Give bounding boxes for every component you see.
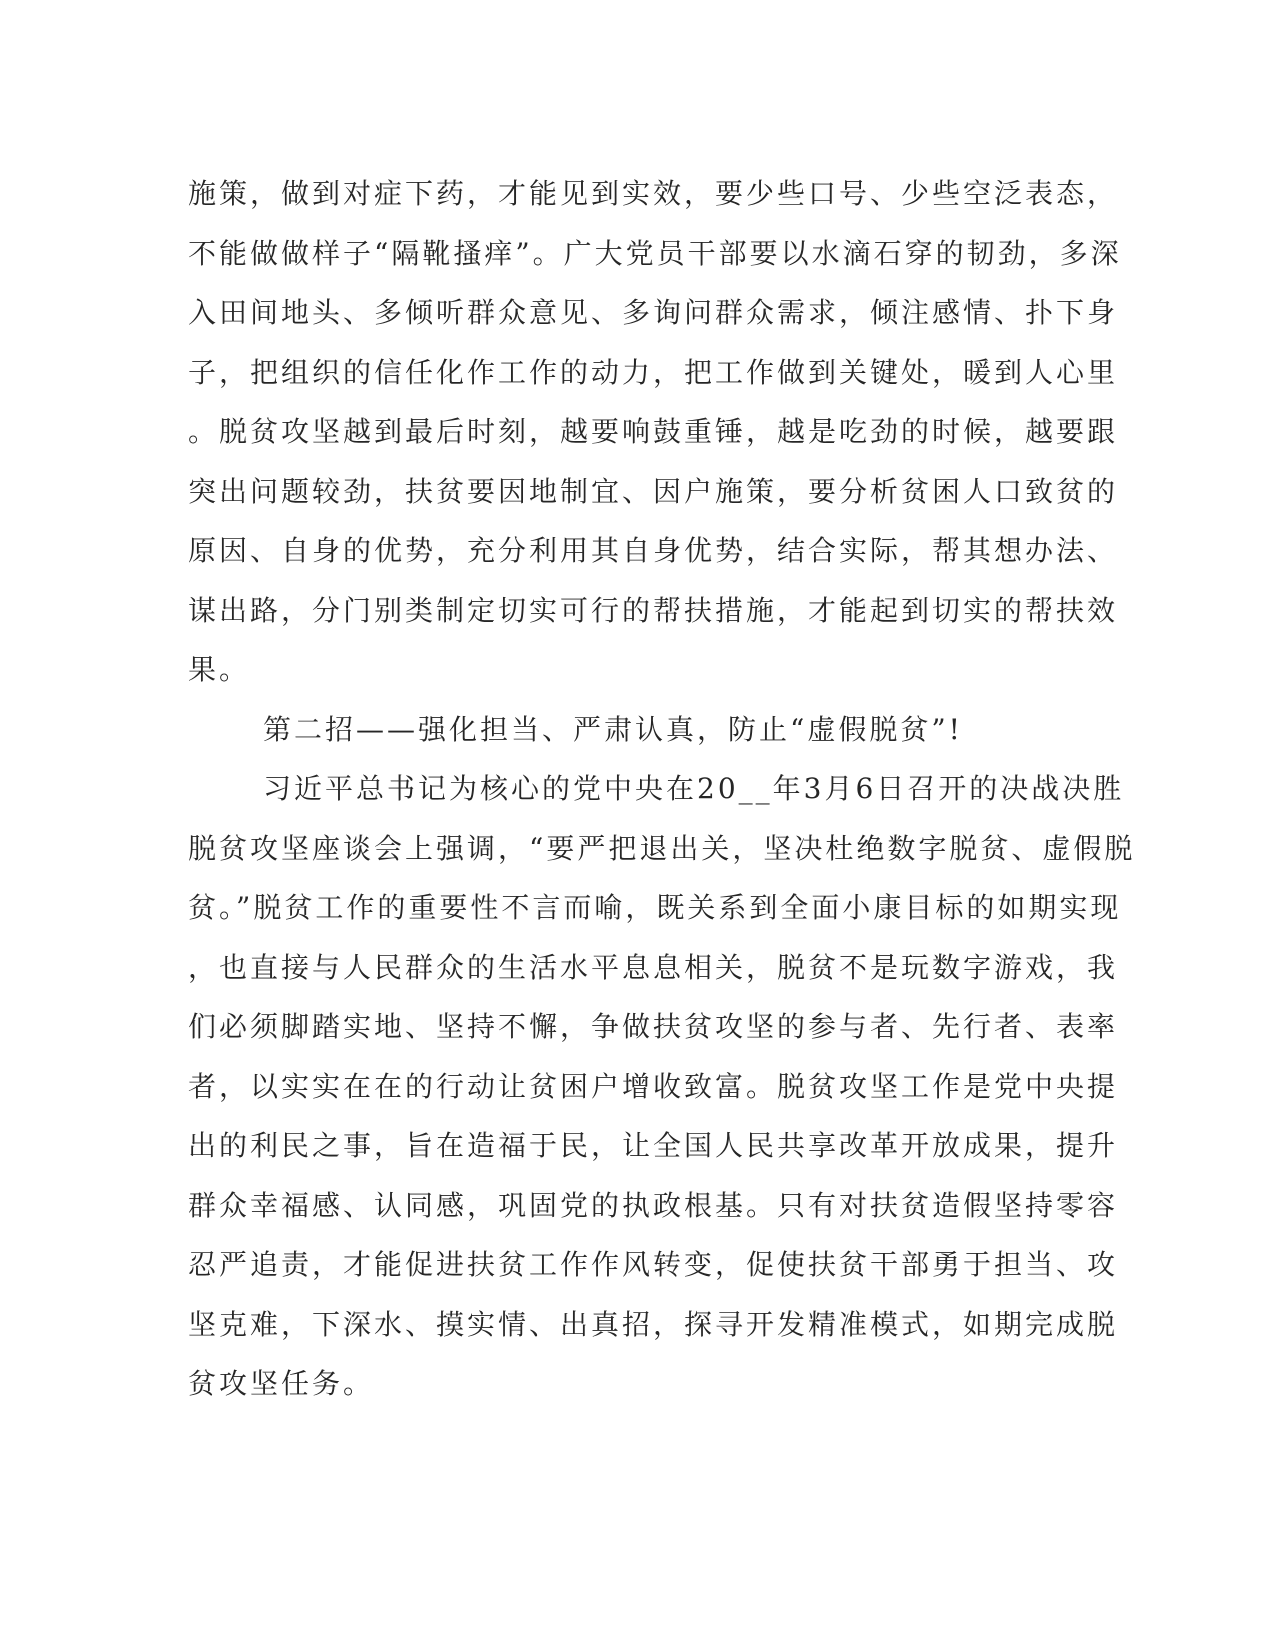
text-line: 子，把组织的信任化作工作的动力，把工作做到关键处，暖到人心里 (188, 355, 1119, 389)
text-line: 不能做做样子“隔靴搔痒”。广大党员干部要以水滴石穿的韧劲，多深 (188, 236, 1122, 270)
text-line: 脱贫攻坚座谈会上强调，“要严把退出关，坚决杜绝数字脱贫、虚假脱 (188, 831, 1136, 865)
text-line: 忍严追责，才能促进扶贫工作作风转变，促使扶贫干部勇于担当、攻 (188, 1248, 1119, 1281)
text-line: ，也直接与人民群众的生活水平息息相关，脱贫不是玩数字游戏，我 (188, 950, 1119, 984)
text-line: 。脱贫攻坚越到最后时刻，越要响鼓重锤，越是吃劲的时候，越要跟 (188, 415, 1119, 448)
document-body (188, 164, 1136, 1414)
text-line: 原因、自身的优势，充分利用其自身优势，结合实际，帮其想办法、 (188, 534, 1119, 567)
text-line: 坚克难，下深水、摸实情、出真招，探寻开发精准模式，如期完成脱 (188, 1307, 1119, 1341)
text-line: 贫。”脱贫工作的重要性不言而喻，既关系到全面小康目标的如期实现 (188, 891, 1122, 924)
text-line: 突出问题较劲，扶贫要因地制宜、因户施策，要分析贫困人口致贫的 (188, 474, 1119, 508)
section-heading-text: 第二招——强化担当、严肃认真，防止“虚假脱贫”! (263, 712, 963, 746)
text-line: 果。 (188, 653, 251, 686)
text-line: 谋出路，分门别类制定切实可行的帮扶措施，才能起到切实的帮扶效 (188, 593, 1119, 627)
text-line: 习近平总书记为核心的党中央在20__年3月6日召开的决战决胜 (263, 772, 1125, 805)
section-heading (188, 700, 1088, 760)
text-line: 施策，做到对症下药，才能见到实效，要少些口号、少些空泛表态， (188, 177, 1119, 210)
text-line: 群众幸福感、认同感，巩固党的执政根基。只有对扶贫造假坚持零容 (188, 1188, 1119, 1222)
text-line: 们必须脚踏实地、坚持不懈，争做扶贫攻坚的参与者、先行者、表率 (188, 1010, 1119, 1043)
text-line: 者，以实实在在的行动让贫困户增收致富。脱贫攻坚工作是党中央提 (188, 1069, 1119, 1103)
paragraph-continued (188, 164, 1122, 700)
text-line: 贫攻坚任务。 (188, 1367, 375, 1400)
text-line: 入田间地头、多倾听群众意见、多询问群众需求，倾注感情、扑下身 (188, 296, 1119, 329)
paragraph-second (188, 759, 1136, 1414)
text-line: 出的利民之事，旨在造福于民，让全国人民共享改革开放成果，提升 (188, 1129, 1119, 1162)
